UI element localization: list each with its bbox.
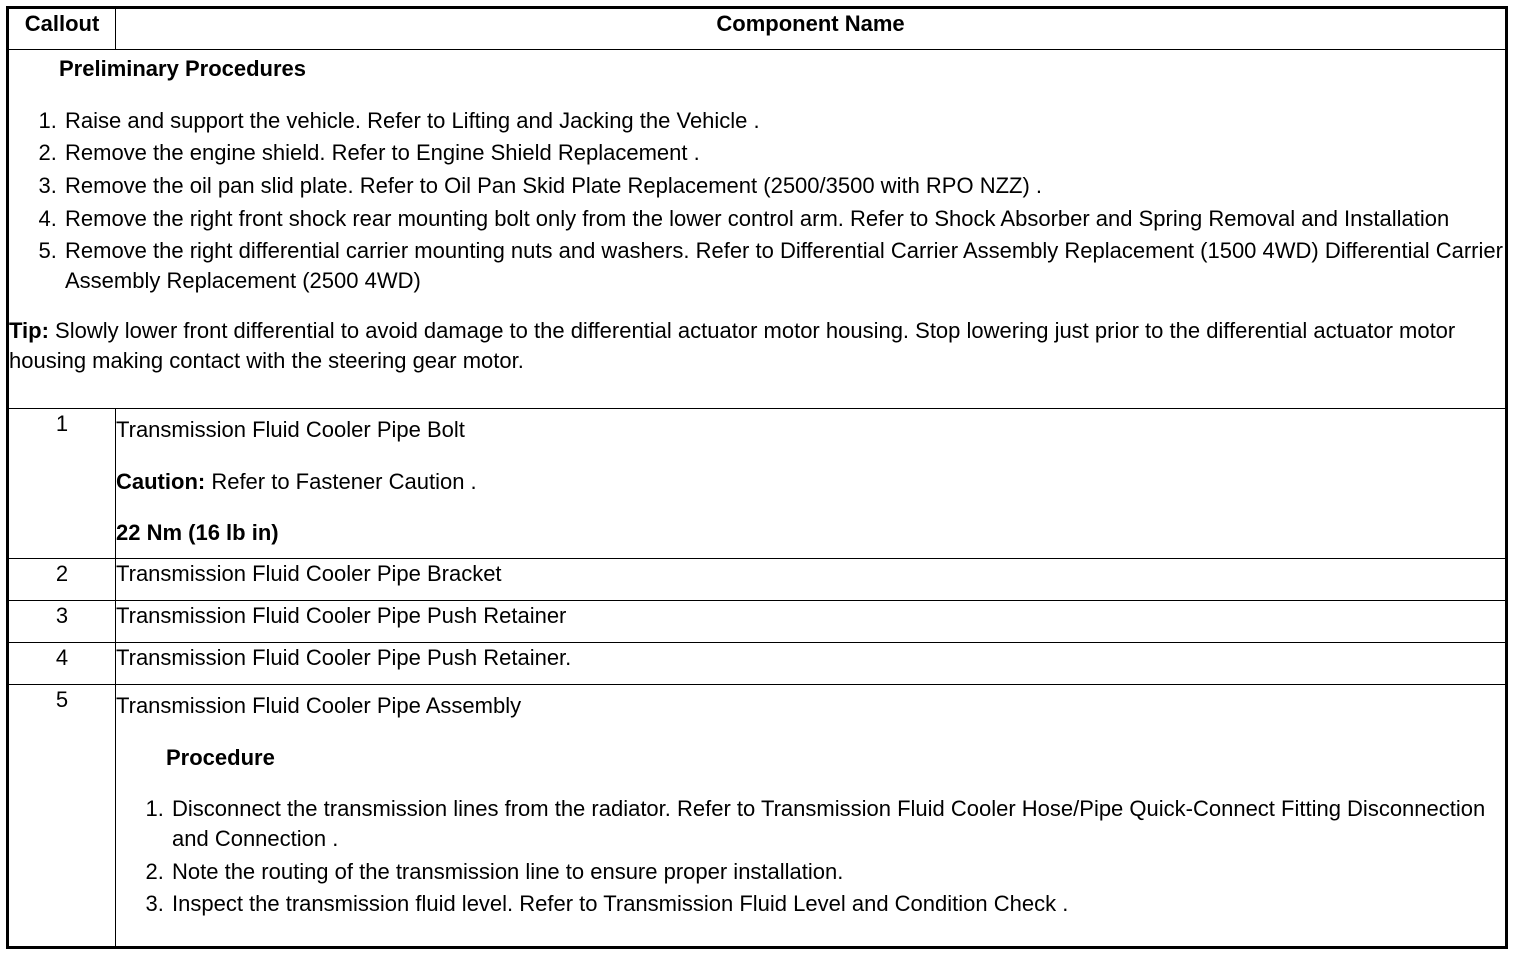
component-name-header: Component Name	[116, 8, 1507, 50]
preliminary-title: Preliminary Procedures	[59, 56, 307, 81]
procedure-title: Procedure	[166, 744, 275, 770]
tip-note	[9, 316, 1505, 375]
component-name: Transmission Fluid Cooler Pipe Assembly	[116, 692, 522, 718]
preliminary-step-4: 4. Remove the right front shock rear mounting bolt only from the lower control arm. Refer to Shock Absorber and Spring Removal and Installation	[63, 204, 1505, 234]
preliminary-step-3: 3. Remove the oil pan slid plate. Refer to Oil Pan Skid Plate Replacement (2500/3500 with RPO NZZ) .	[63, 171, 1505, 201]
table-row	[8, 642, 1507, 684]
preliminary-row	[8, 50, 1507, 409]
callout-number: 1	[8, 408, 116, 558]
table-header-row	[8, 8, 1507, 50]
procedure-step-2: 2. Note the routing of the transmission line to ensure proper installation.	[170, 857, 1505, 887]
callout-number: 4	[8, 642, 116, 684]
procedure-steps	[116, 794, 1505, 919]
component-cell	[116, 408, 1507, 558]
callout-header: Callout	[8, 8, 116, 50]
callout-number: 5	[8, 684, 116, 947]
caution-text: Refer to Fastener Caution .	[205, 468, 477, 494]
component-name: Transmission Fluid Cooler Pipe Push Retainer.	[116, 642, 1507, 684]
preliminary-step-2: 2. Remove the engine shield. Refer to Engine Shield Replacement .	[63, 138, 1505, 168]
tip-text: Slowly lower front differential to avoid damage to the differential actuator motor housing. Stop lowering just prior to the differential actuator motor housing making contact with the steering gear motor.	[9, 317, 1456, 373]
callout-number: 3	[8, 600, 116, 642]
component-name: Transmission Fluid Cooler Pipe Bolt	[116, 416, 465, 442]
caution-note	[116, 467, 1505, 497]
component-cell	[116, 684, 1507, 947]
preliminary-cell	[8, 50, 1507, 409]
component-name: Transmission Fluid Cooler Pipe Push Retainer	[116, 600, 1507, 642]
table-row	[8, 600, 1507, 642]
caution-label: Caution:	[116, 468, 206, 494]
preliminary-step-1: 1. Raise and support the vehicle. Refer to Lifting and Jacking the Vehicle .	[63, 106, 1505, 136]
procedure-step-3: 3. Inspect the transmission fluid level. Refer to Transmission Fluid Level and Condition Check .	[170, 889, 1505, 919]
component-name: Transmission Fluid Cooler Pipe Bracket	[116, 558, 1507, 600]
preliminary-steps	[9, 106, 1505, 296]
preliminary-step-5: 5. Remove the right differential carrier mounting nuts and washers. Refer to Differential Carrier Assembly Replacement (1500 4WD) Differential Carrier Assembly Replacement (2500 4WD)	[63, 236, 1505, 295]
callout-number: 2	[8, 558, 116, 600]
table-row	[8, 558, 1507, 600]
component-table	[6, 6, 1508, 949]
procedure-step-1: 1. Disconnect the transmission lines from the radiator. Refer to Transmission Fluid Cooler Hose/Pipe Quick-Connect Fitting Disconnection and Connection .	[170, 794, 1505, 853]
tip-label: Tip:	[9, 317, 49, 343]
table-row	[8, 408, 1507, 558]
table-row	[8, 684, 1507, 947]
torque-spec: 22 Nm (16 lb in)	[116, 520, 279, 546]
